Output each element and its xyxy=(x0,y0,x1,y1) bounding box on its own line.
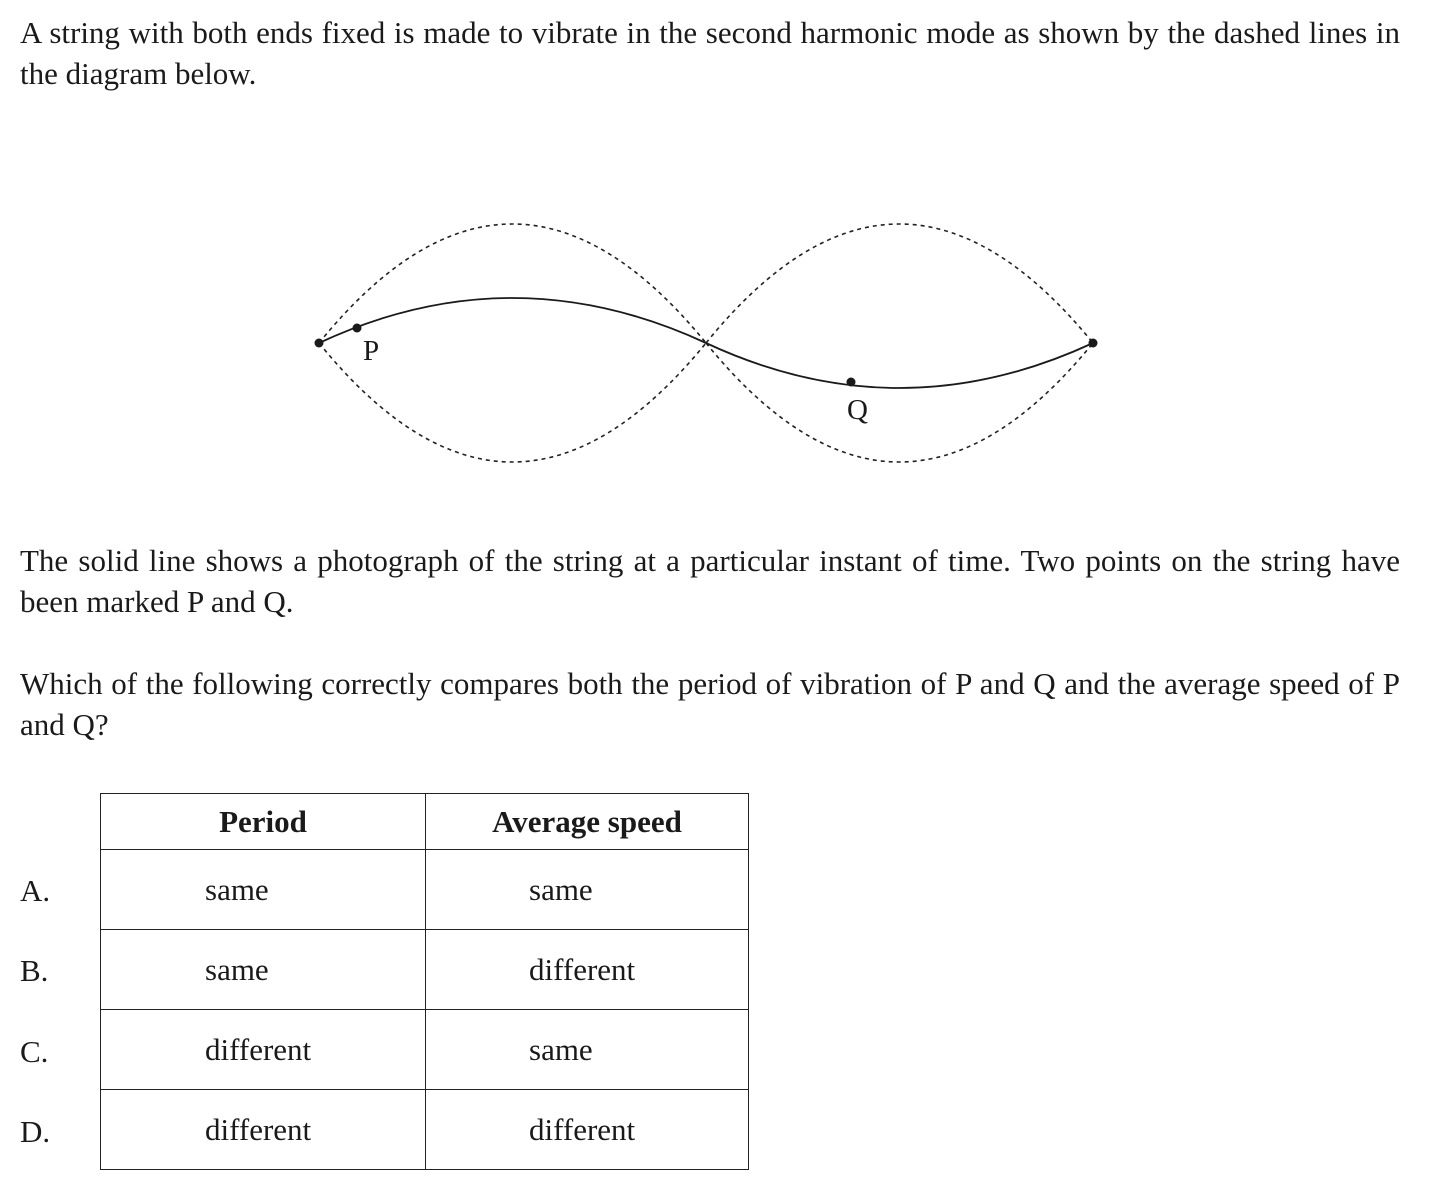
speed-header: Average speed xyxy=(426,794,749,850)
table-row[interactable] xyxy=(101,1090,749,1170)
period-cell xyxy=(101,850,426,930)
left-fixed-end xyxy=(315,339,324,348)
speed-value: different xyxy=(529,951,636,987)
period-cell xyxy=(101,1090,426,1170)
point-q xyxy=(847,378,856,387)
point-q-label: Q xyxy=(847,394,868,426)
table-row[interactable] xyxy=(101,1010,749,1090)
table-row[interactable] xyxy=(101,930,749,1010)
option-a-label[interactable]: A. xyxy=(20,873,51,908)
question-prompt: Which of the following correctly compares both the period of vibration of P and Q and the average speed of P and Q? xyxy=(20,666,1400,742)
period-value: different xyxy=(205,1111,312,1147)
point-p xyxy=(353,324,362,333)
right-fixed-end xyxy=(1089,339,1098,348)
period-value: different xyxy=(205,1031,312,1067)
string-solid-line xyxy=(319,298,1093,388)
option-b-label[interactable]: B. xyxy=(20,953,49,988)
speed-cell xyxy=(426,1090,749,1170)
envelope-upper-right xyxy=(706,224,1093,343)
table-row[interactable] xyxy=(101,850,749,930)
speed-cell xyxy=(426,1010,749,1090)
speed-value: same xyxy=(529,871,593,907)
speed-value: different xyxy=(529,1111,636,1147)
period-cell xyxy=(101,1010,426,1090)
period-header: Period xyxy=(101,794,426,850)
question-description: The solid line shows a photograph of the string at a particular instant of time. Two points on the string have been marked P and Q. xyxy=(20,543,1400,619)
envelope-upper-left xyxy=(319,224,706,343)
speed-cell xyxy=(426,930,749,1010)
answer-options-table xyxy=(100,793,749,1170)
speed-value: same xyxy=(529,1031,593,1067)
point-p-label: P xyxy=(363,335,380,367)
speed-cell xyxy=(426,850,749,930)
period-value: same xyxy=(205,951,269,987)
period-cell xyxy=(101,930,426,1010)
standing-wave-diagram xyxy=(0,0,1447,520)
envelope-lower-right xyxy=(706,343,1093,462)
period-value: same xyxy=(205,871,269,907)
table-header-row xyxy=(101,794,749,850)
option-d-label[interactable]: D. xyxy=(20,1114,51,1149)
option-c-label[interactable]: C. xyxy=(20,1034,49,1069)
question-intro: A string with both ends fixed is made to vibrate in the second harmonic mode as shown by the dashed lines in the diagram below. xyxy=(20,15,1400,91)
